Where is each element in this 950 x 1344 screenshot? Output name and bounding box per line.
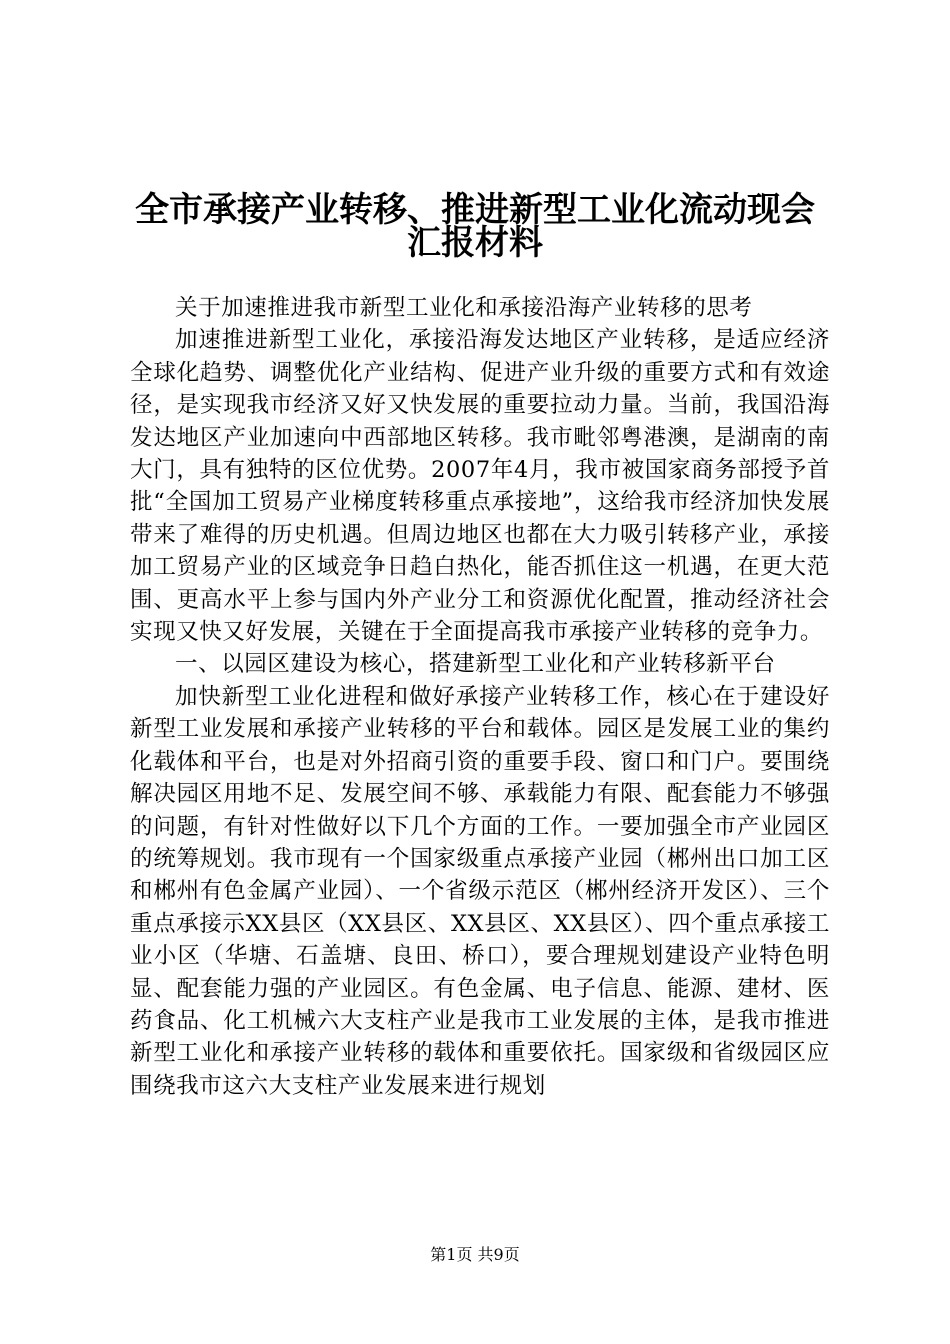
paragraph-section-body: 加快新型工业化进程和做好承接产业转移工作，核心在于建设好新型工业发展和承接产业转移的平台和载体。园区是发展工业的集约化载体和平台，也是对外招商引资的重要手段、窗口和门户。要围绕解决园区用地不足、发展空间不够、承载能力有限、配套能力不够强的问题，有针对性做好以下几个方面的工作。一要加强全市产业园区的统筹规划。我市现有一个国家级重点承接产业园（郴州出口加工区和郴州有色金属产业园）、一个省级示范区（郴州经济开发区）、三个重点承接示XX县区（XX县区、XX县区、XX县区）、四个重点承接工业小区（华塘、石盖塘、良田、桥口），要合理规划建设产业特色明显、配套能力强的产业园区。有色金属、电子信息、能源、建材、医药食品、化工机械六大支柱产业是我市工业发展的主体，是我市推进新型工业化和承接产业转移的载体和重要依托。国家级和省级园区应围绕我市这六大支柱产业发展来进行规划 bbox=[130, 683, 830, 1099]
paragraph-subtitle: 关于加速推进我市新型工业化和承接沿海产业转移的思考 bbox=[175, 295, 753, 321]
document-title-line-2: 汇报材料 bbox=[407, 223, 543, 263]
paragraph-section-heading: 一、以园区建设为核心，搭建新型工业化和产业转移新平台 bbox=[175, 651, 776, 678]
document-title-line-1: 全市承接产业转移、推进新型工业化流动现会 bbox=[135, 190, 815, 230]
document-body bbox=[130, 292, 830, 1102]
page-number-footer: 第1页 共9页 bbox=[430, 1245, 520, 1264]
paragraph-intro: 加速推进新型工业化，承接沿海发达地区产业转移，是适应经济全球化趋势、调整优化产业结构、促进产业升级的重要方式和有效途径，是实现我市经济又好又快发展的重要拉动力量。当前，我国沿海发达地区产业加速向中西部地区转移。我市毗邻粤港澳，是湖南的南大门，具有独特的区位优势。2007年4月，我市被国家商务部授予首批“全国加工贸易产业梯度转移重点承接地”，这给我市经济加快发展带来了难得的历史机遇。但周边地区也都在大力吸引转移产业，承接加工贸易产业的区域竞争日趋白热化，能否抓住这一机遇，在更大范围、更高水平上参与国内外产业分工和资源优化配置，推动经济社会实现又快又好发展，关键在于全面提高我市承接产业转移的竞争力。 bbox=[130, 327, 830, 646]
